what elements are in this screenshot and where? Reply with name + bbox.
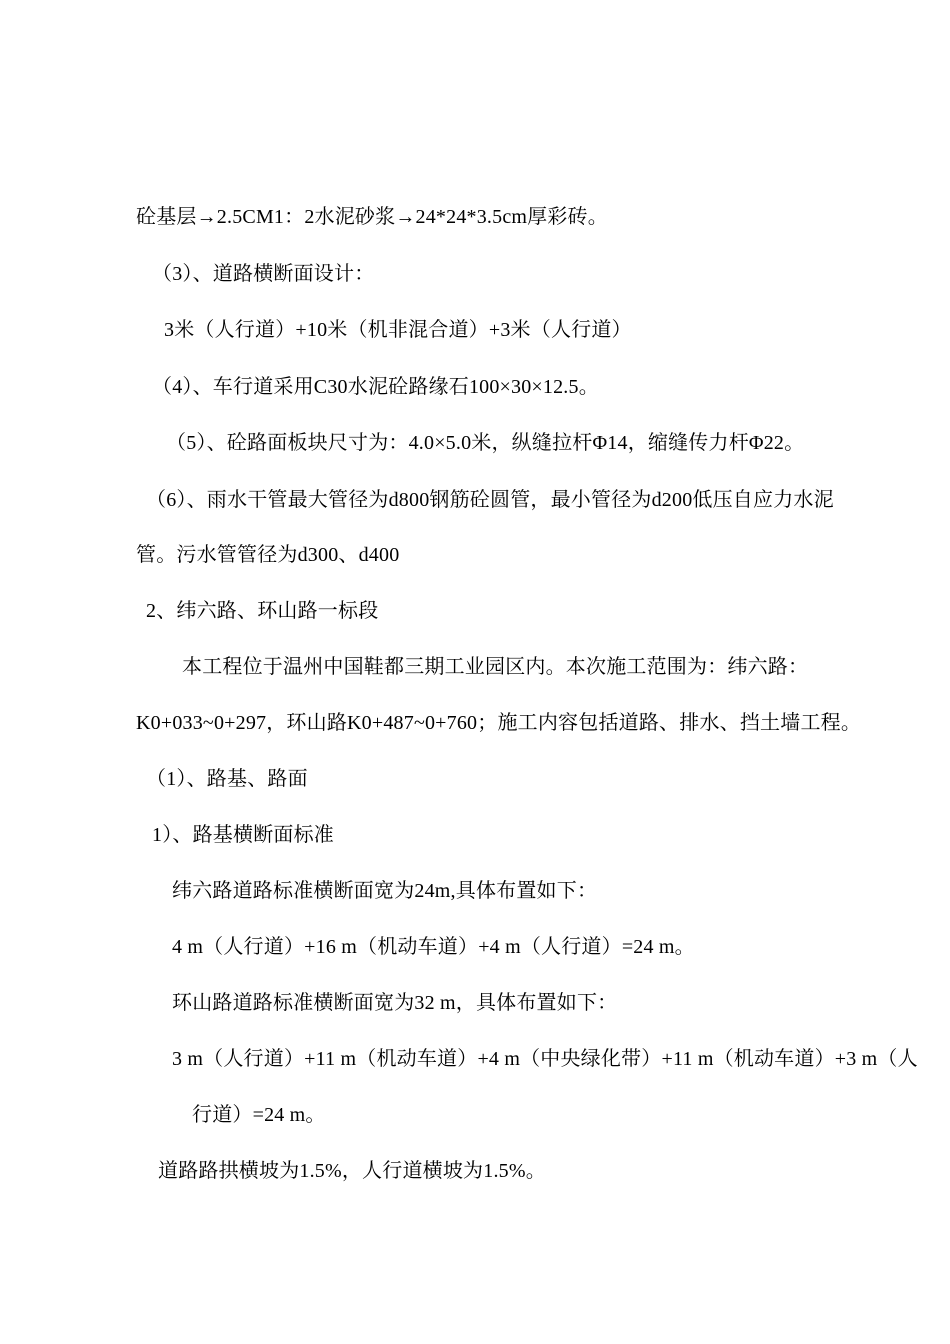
subheading-roadbed-pavement: （1）、路基、路面 bbox=[146, 768, 308, 790]
paragraph-huanshan-layout: 3 m（人行道）+11 m（机动车道）+4 m（中央绿化带）+11 m（机动车道）+3 m（人 bbox=[172, 1048, 918, 1070]
paragraph-cross-section-layout: 3米（人行道）+10米（机非混合道）+3米（人行道） bbox=[164, 319, 632, 341]
paragraph-curb-stone: （4）、车行道采用C30水泥砼路缘石100×30×12.5。 bbox=[152, 376, 599, 398]
paragraph-line-1: 砼基层→2.5CM1：2水泥砂浆→24*24*3.5cm厚彩砖。 bbox=[136, 206, 608, 228]
paragraph-huanshan-layout-cont: 行道）=24 m。 bbox=[192, 1104, 326, 1126]
paragraph-weiliu-width: 纬六路道路标准横断面宽为24m,具体布置如下： bbox=[172, 880, 598, 902]
section-heading-2: 2、纬六路、环山路一标段 bbox=[146, 600, 379, 622]
paragraph-slab-size: （5）、砼路面板块尺寸为：4.0×5.0米，纵缝拉杆Φ14，缩缝传力杆Φ22。 bbox=[166, 432, 805, 454]
heading-cross-section-design: （3）、道路横断面设计： bbox=[152, 263, 375, 285]
paragraph-weiliu-layout: 4 m（人行道）+16 m（机动车道）+4 m（人行道）=24 m。 bbox=[172, 936, 695, 958]
paragraph-sewage-pipe: 管。污水管管径为d300、d400 bbox=[136, 544, 400, 566]
paragraph-huanshan-width: 环山路道路标准横断面宽为32 m，具体布置如下： bbox=[172, 992, 618, 1014]
subheading-roadbed-standard: 1）、路基横断面标准 bbox=[152, 824, 334, 846]
paragraph-cross-slope: 道路路拱横坡为1.5%，人行道横坡为1.5%。 bbox=[158, 1160, 546, 1182]
paragraph-project-location: 本工程位于温州中国鞋都三期工业园区内。本次施工范围为：纬六路： bbox=[182, 656, 809, 678]
paragraph-rain-pipe: （6）、雨水干管最大管径为d800钢筋砼圆管，最小管径为d200低压自应力水泥 bbox=[146, 489, 834, 511]
paragraph-project-scope: K0+033~0+297，环山路K0+487~0+760；施工内容包括道路、排水、挡土墙工程。 bbox=[136, 712, 862, 734]
